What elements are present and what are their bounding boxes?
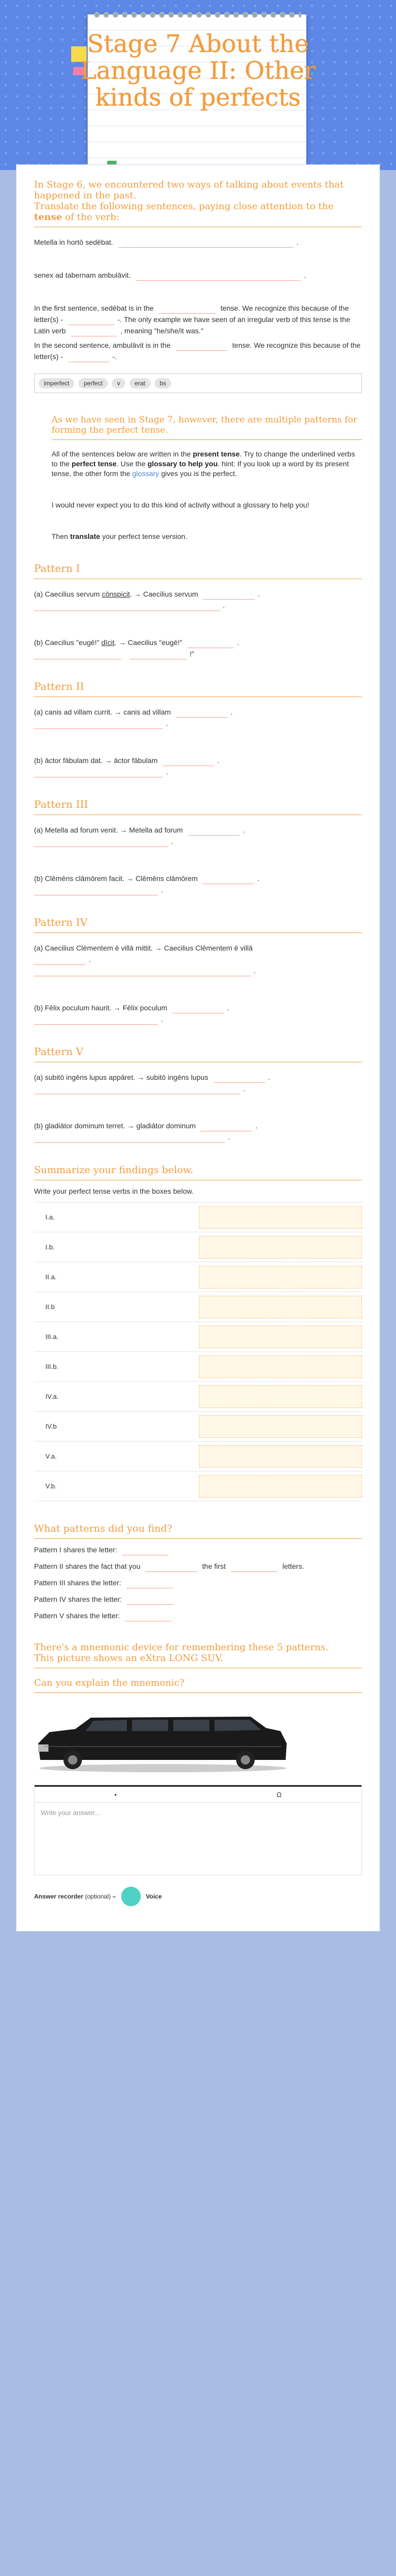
summary-row: V.a. bbox=[34, 1442, 362, 1471]
translation-blank[interactable] bbox=[34, 1016, 158, 1025]
summary-row: I.b. bbox=[34, 1232, 362, 1262]
pattern-question: (a) canis ad villam currit. → canis ad villam . . bbox=[34, 706, 362, 729]
answer-drop-zone[interactable] bbox=[199, 1206, 362, 1229]
summary-row: II.a. bbox=[34, 1262, 362, 1292]
pattern5-letter-blank[interactable] bbox=[125, 1613, 171, 1621]
divider bbox=[52, 439, 362, 440]
translation-blank[interactable] bbox=[34, 1086, 240, 1094]
callout-heading: As we have seen in Stage 7, however, there are multiple patterns for forming the perfect tense. bbox=[52, 415, 357, 435]
summary-row: V.b. bbox=[34, 1471, 362, 1501]
answer-blank[interactable] bbox=[188, 827, 240, 836]
pattern-question: (a) Caecilius Clēmentem ē villā mittit. → Caecilius Clēmentem ē villā . . bbox=[34, 942, 362, 976]
answer-drop-zone[interactable] bbox=[199, 1236, 362, 1259]
answer-drop-zone[interactable] bbox=[199, 1445, 362, 1468]
summary-row: III.b. bbox=[34, 1352, 362, 1382]
answer-blank[interactable] bbox=[163, 758, 214, 766]
answer-recorder: Answer recorder (optional) – Voice bbox=[34, 1887, 362, 1906]
voice-record-button[interactable] bbox=[121, 1887, 141, 1906]
answer-drop-zone[interactable] bbox=[199, 1326, 362, 1348]
mnemonic-text: There's a mnemonic device for remembering these 5 patterns. This picture shows an eXtra LONG SUV. bbox=[34, 1642, 328, 1664]
answer-drop-zone[interactable] bbox=[199, 1475, 362, 1498]
sentence-1: Metella in hortō sedēbat. . bbox=[34, 236, 362, 248]
word-chip[interactable]: erat bbox=[129, 378, 151, 388]
pattern-heading: Pattern V bbox=[34, 1045, 84, 1058]
translation-blank[interactable] bbox=[34, 839, 168, 847]
intro-text: In Stage 6, we encountered two ways of talking about events that happened in the past. Translate the following sentences, paying close attention to the tense of the verb: bbox=[34, 179, 344, 223]
pattern-heading: Pattern II bbox=[34, 680, 84, 692]
pattern1-letter-blank[interactable] bbox=[122, 1547, 169, 1555]
pattern2-action-blank[interactable] bbox=[145, 1564, 197, 1572]
first-letters-blank[interactable] bbox=[68, 317, 114, 325]
pattern-heading: Pattern I bbox=[34, 562, 80, 574]
word-bank bbox=[34, 374, 362, 393]
translation-blank[interactable] bbox=[34, 968, 251, 976]
answer-editor bbox=[34, 1785, 362, 1875]
limousine-image bbox=[34, 1702, 362, 1780]
summary-heading: Summarize your findings below. bbox=[34, 1164, 193, 1176]
answer-blank[interactable] bbox=[176, 709, 227, 718]
editor-toolbar bbox=[35, 1785, 361, 1803]
pattern4-letter-blank[interactable] bbox=[127, 1597, 173, 1605]
translation-blank[interactable] bbox=[34, 721, 163, 729]
word-chip[interactable]: imperfect bbox=[39, 378, 74, 388]
sentence-2: senex ad tabernam ambulāvit. . bbox=[34, 269, 362, 281]
answer-blank[interactable] bbox=[172, 1005, 224, 1013]
summary-grid bbox=[34, 1202, 362, 1501]
page-title: Stage 7 About the Language II: Other kinds of perfects bbox=[80, 30, 316, 112]
answer-drop-zone[interactable] bbox=[199, 1415, 362, 1438]
translation-blank[interactable] bbox=[34, 769, 163, 777]
analysis-first: In the first sentence, sedēbat is in the tense. We recognize this because of the letter(s) - -. The only example we have seen of an irregular verb of this tense is the Latin verb , meaning "he/she/it was." bbox=[34, 302, 362, 336]
bullet-list-button[interactable]: • bbox=[114, 1790, 117, 1799]
pattern3-letter-blank[interactable] bbox=[126, 1580, 173, 1588]
pattern-question: (b) Clēmēns clāmōrem facit. → Clēmēns clāmōrem . . bbox=[34, 873, 362, 895]
mnemonic-question: Can you explain the mnemonic? bbox=[34, 1677, 185, 1688]
special-character-button[interactable]: Ω bbox=[276, 1790, 282, 1799]
pattern-question: (b) Caecilius "eugē!" dīcit. → Caecilius "eugē!" . !" bbox=[34, 637, 362, 659]
pattern-question: (a) subitō ingēns lupus appāret. → subitō ingēns lupus . . bbox=[34, 1072, 362, 1094]
pattern-question: (b) gladiātor dominum terret. → gladiātor dominum . . bbox=[34, 1120, 362, 1143]
answer-blank[interactable] bbox=[34, 957, 86, 965]
find-heading: What patterns did you find? bbox=[34, 1523, 173, 1534]
answer-textarea[interactable]: Write your answer... bbox=[41, 1809, 100, 1817]
second-tense-blank[interactable] bbox=[176, 343, 227, 351]
summary-row: I.a. bbox=[34, 1202, 362, 1232]
irregular-verb-blank[interactable] bbox=[71, 328, 117, 336]
spiral-binding bbox=[93, 9, 301, 21]
answer-drop-zone[interactable] bbox=[199, 1266, 362, 1289]
translation-blank[interactable] bbox=[34, 651, 122, 659]
pattern-question: (b) Fēlix poculum haurit. → Fēlix poculum . . bbox=[34, 1002, 362, 1025]
word-chip[interactable]: perfect bbox=[78, 378, 108, 388]
first-tense-blank[interactable] bbox=[159, 306, 216, 314]
pattern2-count-blank[interactable] bbox=[231, 1564, 277, 1572]
summary-row: IV.b bbox=[34, 1412, 362, 1442]
answer-blank[interactable] bbox=[187, 640, 234, 648]
pattern-question: (a) Caecilius servum cōnspicit. → Caecilius servum . . bbox=[34, 588, 362, 611]
pattern-question: (a) Metella ad forum venit. → Metella ad forum . . bbox=[34, 824, 362, 847]
answer-drop-zone[interactable] bbox=[199, 1385, 362, 1408]
instructions: All of the sentences below are written in the present tense. Try to change the underlined verbs to the perfect tense. Use the glossary to help you. hint: If you look up a word by its present tense, the other form the glossary gives you is the perfect. I would never expect you to do this kind of activity without a glossary to help you! Then translate your perfect tense version. bbox=[52, 450, 355, 540]
answer-blank[interactable] bbox=[203, 876, 254, 884]
second-letters-blank[interactable] bbox=[68, 354, 109, 362]
summary-row: II.b bbox=[34, 1292, 362, 1322]
answer-drop-zone[interactable] bbox=[199, 1355, 362, 1378]
translation-blank[interactable] bbox=[130, 651, 187, 659]
summary-row: IV.a. bbox=[34, 1382, 362, 1412]
translation-blank-2[interactable] bbox=[136, 273, 301, 281]
glossary-link[interactable]: glossary bbox=[132, 469, 159, 478]
answer-blank[interactable] bbox=[203, 591, 255, 600]
header-banner bbox=[0, 0, 396, 170]
answer-blank[interactable] bbox=[213, 1075, 265, 1083]
translation-blank[interactable] bbox=[34, 887, 158, 895]
pattern-question: (b) āctor fābulam dat. → āctor fābulam . . bbox=[34, 755, 362, 777]
answer-drop-zone[interactable] bbox=[199, 1296, 362, 1318]
translation-blank[interactable] bbox=[34, 603, 220, 611]
limousine-icon bbox=[34, 1702, 292, 1780]
pattern-heading: Pattern III bbox=[34, 798, 88, 810]
translation-blank-1[interactable] bbox=[118, 240, 293, 248]
translation-blank[interactable] bbox=[34, 1134, 225, 1143]
worksheet-card: In Stage 6, we encountered two ways of talking about events that happened in the past. Translate the following sentences, paying close attention to the tense of the verb: Metella in hortō sedēbat. . senex ad tabernam ambulāvit. . In the first sentence, sedēbat is in the tense. We recognize this because of the letter(s) - -. The only example we have seen of an irregular verb of this tense is the Latin verb , meaning "he/she/it was." In the second sentence, ambulāvit is in the tense. We recognize this because of the letter(s) - -. imperfect perfect v erat bs As we have seen in Stage 7, however, there are multiple patterns for forming the perfect tense. All of the sentences below are written in the present tense. Try to change the underlined verbs to the perfect tense. Use the glossary to help you. hint: If you look up a word by its present tense, the other form the glossary gives you is the perfect. I would never expect you to do this kind of activity without a glossary to help you! Then translate your perfect tense version. Pattern I (a) Caecilius servum cōnspicit. → Caecilius servum . . (b) Caecilius "eugē!" dīcit. → Caecilius "eugē!" . !" Pattern II (a) canis ad villam currit. → canis ad villam . . (b) āctor fābulam dat. → āctor fābulam . . Pattern III (a) Metella ad forum venit. → Metella ad forum . . (b) Clēmēns clāmōrem facit. → Clēmēns clāmōrem . . Pattern IV (a) Caecilius Clēmentem ē villā mittit. → Caecilius Clēmentem ē villā . . (b) Fēlix poculum haurit. → Fēlix poculum . . Pattern V (a) subitō ingēns lupus appāret. → subitō ingēns lupus . . (b) gladiātor dominum terret. → gladiātor dominum . . Summarize your findings below. Write your perfect tense verbs in the boxes below. I.a. I.b. II.a. II.b III.a. III.b. IV.a. IV.b V.a. V.b. What patterns did you find? Pattern I shares the letter: Pattern II shares the fact that you the first letters. Pattern III shares the letter: Pattern IV shares the letter: Pattern V shares the letter: There's a mnemonic device for remembering these 5 patterns. This picture shows an eXtra LONG SUV. Can you explain the mnemonic? • Ω Write your answer... Answer recorder (optional) – Voice bbox=[16, 165, 380, 1931]
summary-row: III.a. bbox=[34, 1322, 362, 1352]
analysis-second: In the second sentence, ambulāvit is in the tense. We recognize this because of the letter(s) - -. bbox=[34, 340, 362, 362]
pattern-heading: Pattern IV bbox=[34, 916, 88, 928]
word-chip[interactable]: bs bbox=[155, 378, 172, 388]
word-chip[interactable]: v bbox=[112, 378, 125, 388]
answer-blank[interactable] bbox=[201, 1123, 252, 1131]
